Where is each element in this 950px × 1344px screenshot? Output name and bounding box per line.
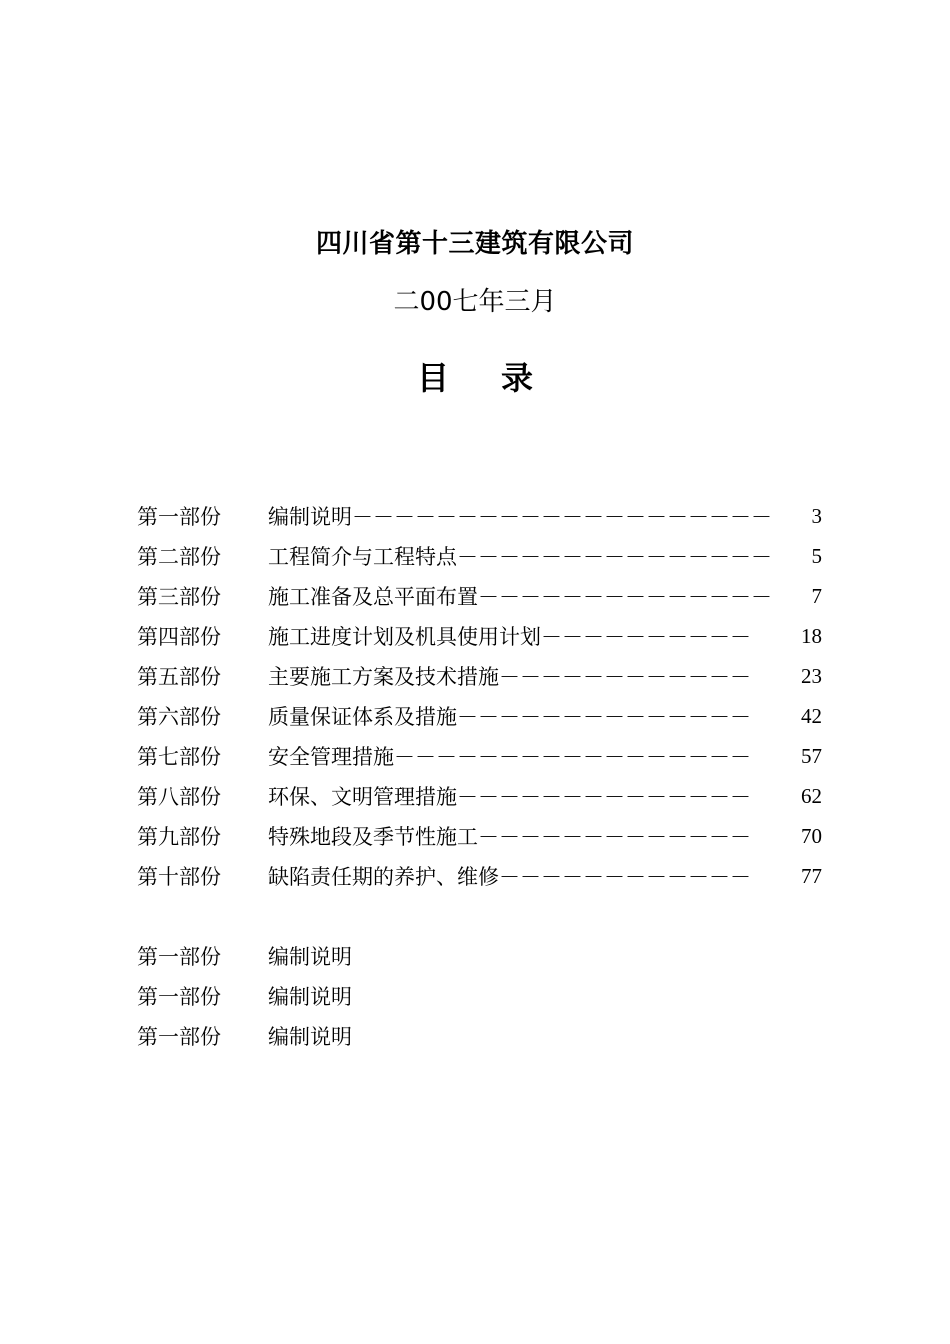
toc-entry[interactable] [137, 856, 822, 896]
toc-page-number: 23 [801, 663, 822, 688]
toc-leader: －－－－－－－－－－－－ [499, 865, 751, 889]
toc-leader: －－－－－－－－－－－－－－－－－ [394, 745, 751, 769]
section-part-label: 第一部份 [137, 985, 221, 1009]
table-of-contents [137, 496, 822, 896]
section-headings [137, 936, 737, 1056]
section-heading [137, 936, 737, 976]
toc-part-label: 第八部份 [137, 785, 221, 809]
toc-entry[interactable] [137, 616, 822, 656]
toc-leader: －－－－－－－－－－ [541, 625, 751, 649]
toc-heading-char-1: 目 [416, 359, 449, 397]
section-title: 编制说明 [268, 945, 352, 969]
toc-heading-char-2: 录 [501, 359, 534, 397]
toc-part-label: 第三部份 [137, 585, 221, 609]
toc-part-label: 第五部份 [137, 665, 221, 689]
section-part-label: 第一部份 [137, 945, 221, 969]
company-name: 四川省第十三建筑有限公司 [315, 229, 634, 259]
toc-entry[interactable] [137, 576, 822, 616]
toc-entry-title: 安全管理措施 [268, 745, 394, 769]
toc-entry[interactable] [137, 816, 822, 856]
toc-entry-title: 编制说明 [268, 505, 352, 529]
toc-entry-title: 主要施工方案及技术措施 [268, 665, 499, 689]
toc-heading [0, 354, 950, 402]
toc-page-number: 18 [801, 623, 822, 648]
section-title: 编制说明 [268, 1025, 352, 1049]
toc-entry-title: 缺陷责任期的养护、维修 [268, 865, 499, 889]
toc-page-number: 42 [801, 703, 822, 728]
toc-page-number: 57 [801, 743, 822, 768]
section-heading [137, 976, 737, 1016]
toc-page-number: 3 [811, 503, 822, 528]
toc-leader: －－－－－－－－－－－－－－ [457, 785, 751, 809]
toc-entry[interactable] [137, 656, 822, 696]
toc-leader: －－－－－－－－－－－－ [499, 665, 751, 689]
section-title: 编制说明 [268, 985, 352, 1009]
section-heading [137, 1016, 737, 1056]
toc-entry-title: 特殊地段及季节性施工 [268, 825, 478, 849]
section-part-label: 第一部份 [137, 1025, 221, 1049]
toc-part-label: 第一部份 [137, 505, 221, 529]
toc-page-number: 70 [801, 823, 822, 848]
toc-page-number: 77 [801, 863, 822, 888]
toc-entry[interactable] [137, 736, 822, 776]
toc-page-number: 62 [801, 783, 822, 808]
toc-part-label: 第九部份 [137, 825, 221, 849]
toc-leader: －－－－－－－－－－－－－－－ [457, 545, 772, 569]
document-date: 二00七年三月 [393, 287, 557, 317]
toc-part-label: 第六部份 [137, 705, 221, 729]
toc-entry[interactable] [137, 776, 822, 816]
toc-entry-title: 环保、文明管理措施 [268, 785, 457, 809]
toc-entry[interactable] [137, 496, 822, 536]
toc-leader: －－－－－－－－－－－－－－ [478, 585, 772, 609]
toc-entry[interactable] [137, 696, 822, 736]
toc-entry-title: 施工准备及总平面布置 [268, 585, 478, 609]
toc-entry-title: 质量保证体系及措施 [268, 705, 457, 729]
toc-leader: －－－－－－－－－－－－－－－－－－－－ [352, 505, 772, 529]
toc-part-label: 第七部份 [137, 745, 221, 769]
toc-page-number: 7 [811, 583, 822, 608]
toc-entry-title: 施工进度计划及机具使用计划 [268, 625, 541, 649]
toc-page-number: 5 [811, 543, 822, 568]
toc-part-label: 第十部份 [137, 865, 221, 889]
toc-leader: －－－－－－－－－－－－－ [478, 825, 751, 849]
toc-entry-title: 工程简介与工程特点 [268, 545, 457, 569]
toc-part-label: 第四部份 [137, 625, 221, 649]
toc-leader: －－－－－－－－－－－－－－ [457, 705, 751, 729]
toc-part-label: 第二部份 [137, 545, 221, 569]
toc-entry[interactable] [137, 536, 822, 576]
